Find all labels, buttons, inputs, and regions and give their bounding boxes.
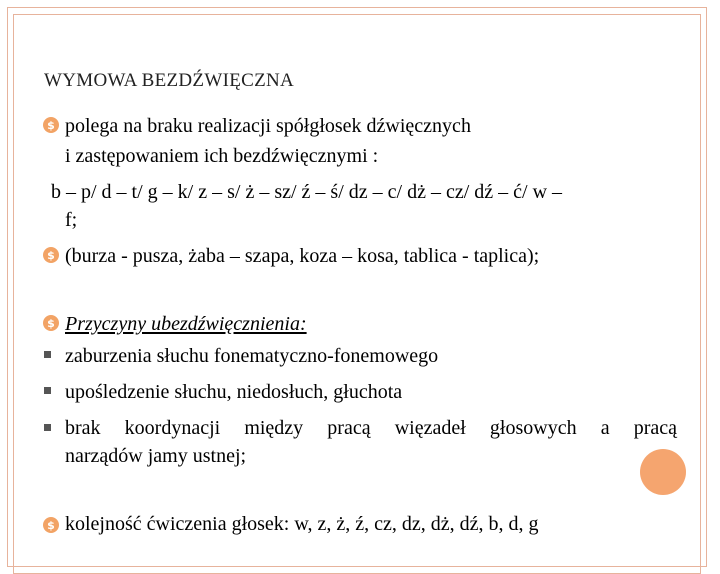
svg-text:$: $ bbox=[47, 317, 55, 330]
pairs-line1: b – p/ d – t/ g – k/ z – s/ ż – sz/ ź – ś/ dz – c/ dż – cz/ dź – ć/ w – bbox=[51, 181, 563, 203]
coin-bullet-icon bbox=[42, 116, 60, 134]
slide-title: WYMOWA BEZDŹWIĘCZNA bbox=[44, 70, 295, 91]
bullet1-line1: polega na braku realizacji spółgłosek dźwięcznych bbox=[65, 115, 471, 137]
cause-item-2: upośledzenie słuchu, niedosłuch, głuchota bbox=[65, 381, 403, 403]
pairs-line2: f; bbox=[65, 209, 78, 231]
square-bullet-icon bbox=[44, 351, 51, 358]
coin-bullet-icon bbox=[42, 516, 60, 534]
square-bullet-icon bbox=[44, 424, 51, 431]
square-bullet-icon bbox=[44, 387, 51, 394]
svg-text:$: $ bbox=[47, 249, 55, 262]
slide-frame-inner bbox=[13, 14, 701, 574]
bullet2-text: (burza - pusza, żaba – szapa, koza – kosa, tablica - taplica); bbox=[65, 245, 540, 267]
decorative-circle bbox=[640, 449, 686, 495]
cause-item-1: zaburzenia słuchu fonematyczno-fonemowego bbox=[65, 345, 439, 367]
coin-bullet-icon bbox=[42, 246, 60, 264]
causes-heading: Przyczyny ubezdźwięcznienia: bbox=[65, 313, 307, 335]
cause-item-3-line1: brak koordynacji między pracą więzadeł głosowych a pracą bbox=[65, 417, 677, 439]
svg-text:$: $ bbox=[47, 519, 55, 532]
bullet1-line2: i zastępowaniem ich bezdźwięcznymi : bbox=[65, 145, 379, 167]
cause-item-3-line2: narządów jamy ustnej; bbox=[65, 445, 247, 467]
bullet3-text: kolejność ćwiczenia głosek: w, z, ż, ź, cz, dz, dż, dź, b, d, g bbox=[65, 513, 539, 535]
svg-text:$: $ bbox=[47, 119, 55, 132]
coin-bullet-icon bbox=[42, 314, 60, 332]
